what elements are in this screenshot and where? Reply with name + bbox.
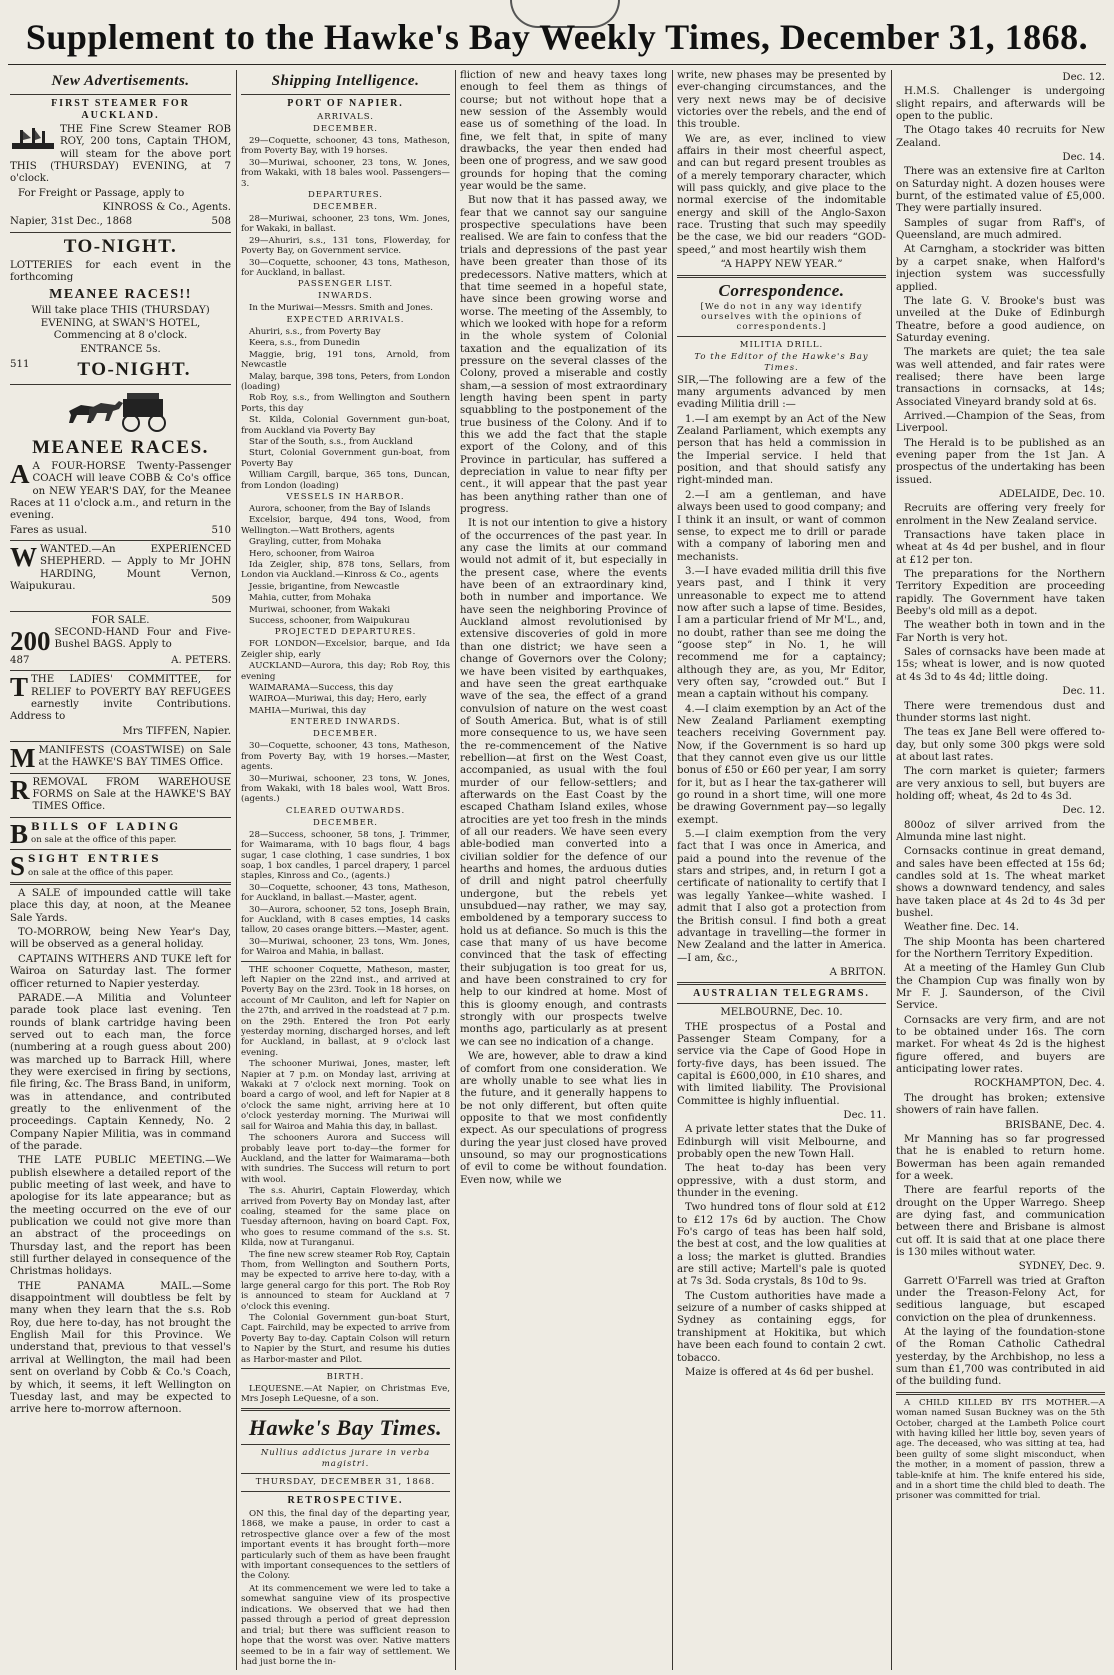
ad-number-large: 200 bbox=[10, 625, 51, 656]
telegram-item: The Custom authorities have made a seizure of a number of casks shipped at Sydney as containing eggs, for transhipment at Hokitika, but which have been each found to contain 2 cwt. tobacco. bbox=[677, 1290, 886, 1364]
column-telegrams bbox=[896, 70, 1105, 1670]
ad-agent: A. PETERS. bbox=[171, 654, 231, 666]
new-year-wish: “A HAPPY NEW YEAR.” bbox=[720, 259, 843, 271]
telegram-item: Recruits are offering very freely for enrolment in the New Zealand service. bbox=[896, 503, 1105, 527]
subsection-heading: INWARDS. bbox=[318, 291, 373, 302]
shipping-entry: Hero, schooner, from Wairoa bbox=[249, 548, 375, 559]
telegram-dateline: BRISBANE, Dec. 4. bbox=[1005, 1119, 1105, 1131]
column-divider bbox=[236, 70, 237, 1670]
telegram-item: The Herald is to be published as an evening paper from the 1st Jan. A prospectus of the undertaking has been issued. bbox=[896, 437, 1105, 486]
section-heading: Shipping Intelligence. bbox=[271, 73, 420, 89]
ad-headline: MEANEE RACES. bbox=[32, 436, 209, 458]
telegram-item: The late G. V. Brooke's bust was unveiled at the Duke of Edinburgh Theatre, before a good audience, on Saturday evening. bbox=[896, 295, 1105, 344]
shipping-entry: 29—Coquette, schooner, 43 tons, Matheson, from Poverty Bay, with 19 horses. bbox=[241, 136, 450, 157]
telegram-item: Samples of sugar from Raff's, of Queensland, are much admired. bbox=[896, 217, 1105, 242]
telegram-item: THE prospectus of a Postal and Passenger Steam Company, for a service via the Cape of Good Hope in forty-five days, has been issued. The capital is £600,000, in £10 shares, and with limited liability. The Provisional Committee is highly influential. bbox=[677, 1021, 886, 1107]
masthead-rule bbox=[8, 64, 1106, 65]
telegram-dateline: SYDNEY, Dec. 9. bbox=[1018, 1261, 1105, 1273]
ad-text: ENTRANCE 5s. bbox=[80, 344, 161, 356]
ad-number: 509 bbox=[211, 595, 231, 607]
telegram-item: The weather both in town and in the Far North is very hot. bbox=[896, 620, 1105, 644]
article-paragraph: At its commencement we were led to take a somewhat sanguine view of its prospective indications. We observed that we had then passed through a period of great depression and trial; but there was sufficient reason to hope that the worst was over. Native matters seemed to be in a fair way of settlement. We had just borne the in- bbox=[241, 1583, 450, 1667]
letter-paragraph: SIR,—The following are a few of the many arguments advanced by men evading Militia drill :— bbox=[677, 374, 886, 411]
shipping-note: The Colonial Government gun-boat Sturt, Capt. Fairchild, may be expected to arrive from Poverty Bay to-day. Captain Colson will return to Napier by the Sturt, and resume his duties as Harbor-master and Pilot. bbox=[241, 1313, 450, 1365]
column-divider bbox=[672, 70, 673, 1670]
shipping-entry: 30—Muriwai, schooner, 23 tons, W. Jones, from Wakaki, with 18 bales wool, Watt Bros. (agents.) bbox=[241, 773, 450, 805]
telegram-item: There were tremendous dust and thunder storms last night. bbox=[896, 700, 1105, 724]
letter-paragraph: 2.—I am a gentleman, and have always been used to good company; and I think it an insult, or want of common sense, to expect me to drill or parade with a company of laboring men and mechanists. bbox=[677, 489, 886, 563]
shipping-entry: In the Muriwai—Messrs. Smith and Jones. bbox=[249, 303, 433, 314]
shipping-entry: Jessie, brigantine, from Newcastle bbox=[249, 581, 400, 592]
shipping-entry: Grayling, cutter, from Mohaka bbox=[249, 537, 382, 548]
shipping-entry: 29—Ahuriri, s.s., 131 tons, Flowerday, for Poverty Bay, on Government service. bbox=[241, 235, 450, 257]
ad-agent: Mrs TIFFEN, Napier. bbox=[122, 725, 231, 737]
ad-footer bbox=[10, 216, 231, 228]
ad-agent: KINROSS & Co., Agents. bbox=[102, 202, 231, 214]
shipping-entry: Maggie, brig, 191 tons, Arnold, from Newcastle bbox=[241, 349, 450, 371]
ad-text: For Freight or Passage, apply to bbox=[18, 187, 185, 199]
letter-signature: A BRITON. bbox=[829, 966, 886, 978]
section-heading: AUSTRALIAN TELEGRAMS. bbox=[693, 988, 870, 1000]
ad-text: MANIFESTS (COASTWISE) on Sale at the HAWKE'S BAY TIMES Office. bbox=[38, 745, 231, 769]
subsection-heading: EXPECTED ARRIVALS. bbox=[286, 314, 405, 325]
disclaimer: [We do not in any way identify ourselves with the opinions of correspondents.] bbox=[700, 301, 863, 333]
subsection-heading: ARRIVALS. bbox=[317, 112, 374, 122]
column-divider bbox=[891, 70, 892, 1670]
ad-text: LOTTERIES for each event in the forthcoming bbox=[10, 259, 231, 284]
ad-headline: SIGHT ENTRIES bbox=[28, 853, 162, 866]
telegram-list bbox=[896, 86, 1105, 1501]
shipping-entry: WAIMARAMA—Success, this day bbox=[249, 683, 394, 694]
telegram-item: There was an extensive fire at Carlton on Saturday night. A dozen houses were burnt, of the estimated value of £5,000. They were partially insured. bbox=[896, 166, 1105, 215]
column-correspondence bbox=[677, 70, 886, 1670]
ad-text: A FOUR-HORSE Twenty-Passenger COACH will leave COBB & Co's office on NEW YEAR'S DAY, for the Meanee Races at 11 o'clock a.m., and return in the evening. bbox=[10, 460, 231, 522]
subsection-heading: PORT OF NAPIER. bbox=[287, 98, 404, 109]
ad-footer bbox=[10, 655, 231, 667]
telegram-dateline: Dec. 11. bbox=[843, 1109, 886, 1121]
article-paragraph: We are, as ever, inclined to view affairs in their most cheerful aspect, and can but regard present troubles as of a merely temporary character, which will pass quickly, and give place to the normal exercise of the indomitable energy and skill of the Anglo-Saxon race. Trusting that such may speedily be the case, we bid our readers “GOD-speed,” and most heartily wish them bbox=[677, 133, 886, 256]
news-item: A SALE of impounded cattle will take place this day, at noon, at the Meanee Sale Yards. bbox=[10, 888, 231, 924]
ad-number: 510 bbox=[211, 524, 231, 536]
telegram-item: Cornsacks continue in great demand, and sales have been effected at 15s 6d; candles sold at 1s. The wheat market shows a downward tendency, and sales have taken place at 4s 2d to 4s 3d per bushel. bbox=[896, 846, 1105, 919]
shipping-entry: 30—Muriwai, schooner, 23 tons, Wm. Jones, for Wairoa and Mahia, in ballast. bbox=[241, 936, 450, 958]
masthead-title: Supplement to the Hawke's Bay Weekly Times, December 31, 1868. bbox=[25, 17, 1089, 57]
telegram-item: There are fearful reports of the drought on the Upper Warrego. Sheep are dying fast, and communication between there and Brisbane is almost cut off. It is said that at one place there is 130 miles without water. bbox=[896, 1185, 1105, 1258]
telegram-item: Weather fine. Dec. 14. bbox=[904, 922, 1019, 934]
section-heading: New Advertisements. bbox=[51, 73, 190, 89]
shipping-entry: Muriwai, schooner, from Wakaki bbox=[249, 604, 391, 615]
section-heading: Correspondence. bbox=[718, 280, 845, 300]
article-heading: RETROSPECTIVE. bbox=[287, 1494, 404, 1506]
letter-paragraph: 1.—I am exempt by an Act of the New Zealand Parliament, which exempts any person that has held a commission in the Imperial service. I held that position, and that should satisfy any right-minded man. bbox=[677, 413, 886, 487]
shipping-note: The schooner Muriwai, Jones, master, left Napier at 7 p.m. on Monday last, arriving at Wakaki at 7 o'clock next morning. Took on board a cargo of wool, and left for Napier at 8 o'clock the same night, arriving here at 10 o'clock yesterday morning. The Muriwai will sail for Wairoa and Mahia this day, in ballast. bbox=[241, 1059, 450, 1132]
shipping-entry: Sturt, Colonial Government gun-boat, from Poverty Bay bbox=[241, 448, 450, 469]
article-paragraph: But now that it has passed away, we fear that we cannot say our sanguine prospective speculations have been realised. We are fain to confess that the trials and depressions of the past year have been greater than those of its predecessors. Native matters, which at that time seemed in a hopeful state, have since been growing worse and worse. The meeting of the Assembly, to which we looked with hope for a reform in the whole system of Colonial taxation and the equalization of its pressure on the several classes of the Colony, proved a miserable and costly sham,—a session of most extraordinary length having been spent in party squabbling to the postponement of the true business of the Colony. And if to this we add the fact that the staple export of the Colony, and of this Province in particular, has suffered a depreciation in value to near fifty per cent., it will appear that the past year has been anything rather than one of progress. bbox=[460, 195, 667, 516]
shipping-entry: Ahuriri, s.s., from Poverty Bay bbox=[249, 326, 381, 337]
shipping-entry: Keera, s.s., from Dunedin bbox=[249, 338, 360, 349]
ad-date: Napier, 31st Dec., 1868 bbox=[10, 216, 133, 228]
telegram-item: The preparations for the Northern Territory Expedition are proceeding rapidly. The Government have taken Beeby's old mill as a depot. bbox=[896, 569, 1105, 618]
shipping-entry: Ida Zeigler, ship, 878 tons, Sellars, from London via Auckland.—Kinross & Co., agents bbox=[241, 560, 450, 581]
telegram-item: Cornsacks are very firm, and are not to be obtained under 16s. The corn market. For wheat 4s 2d is the highest figure offered, and buyers are anticipating lower rates. bbox=[896, 1014, 1105, 1076]
subsection-heading: VESSELS IN HARBOR. bbox=[286, 491, 405, 502]
shipping-entry: WAIROA—Muriwai, this day; Hero, early bbox=[249, 694, 427, 705]
telegram-item: The Otago takes 40 recruits for New Zealand. bbox=[896, 125, 1105, 149]
subsection-heading: ENTERED INWARDS. bbox=[290, 717, 401, 728]
shipping-entry: Excelsior, barque, 494 tons, Wood, from Wellington.—Watt Brothers, agents bbox=[241, 515, 450, 536]
shipping-note: The fine new screw steamer Rob Roy, Captain Thom, from Wellington and Southern Ports, may be expected to arrive here to-day, with a large general cargo for this port. The Rob Roy is announced to steam for Auckland at 7 o'clock this evening. bbox=[241, 1249, 450, 1312]
subsection-heading: PROJECTED DEPARTURES. bbox=[274, 627, 417, 638]
news-item: PARADE.—A Militia and Volunteer parade took place last evening. Ten rounds of blank cartridge having been served out to each man, the force (numbering at a rough guess about 200) was marched up to Barrack Hill, where they were exercised in firing by sections, file firing, &c. The Brass Band, in uniform, was in attendance, and contributed greatly to the enlivenment of the proceedings. Captain Kennedy, No. 2 Company Napier Militia, was in command of the parade. bbox=[10, 992, 231, 1152]
ad-headline: MEANEE RACES!! bbox=[49, 287, 192, 303]
ad-text: Will take place THIS (THURSDAY) EVENING, at SWAN'S HOTEL, Commencing at 8 o'clock. bbox=[31, 305, 210, 342]
shipping-entry: Rob Roy, s.s., from Wellington and Southern Ports, this day bbox=[241, 393, 450, 414]
ad-text: on sale at the office of this paper. bbox=[28, 867, 174, 878]
telegram-dateline: MELBOURNE, Dec. 10. bbox=[720, 1007, 843, 1019]
shipping-entry: Aurora, schooner, from the Bay of Islands bbox=[249, 503, 431, 514]
telegram-item: Two hundred tons of flour sold at £12 to £12 17s 6d by auction. The Chow Fo's cargo of teas has been half sold, the best at cost, and the low qualities at a loss; the market is glutted. Brandies are still active; Martell's pale is quoted at 7s 3d. Soda crystals, 8s 10d to 9s. bbox=[677, 1202, 886, 1288]
letter-heading: MILITIA DRILL. bbox=[739, 339, 824, 350]
shipping-entry: St. Kilda, Colonial Government gun-boat, from Auckland via Poverty Bay bbox=[241, 415, 450, 436]
shipping-entry: Success, schooner, from Waipukurau bbox=[249, 616, 410, 627]
letter-salutation: To the Editor of the Hawke's Bay Times. bbox=[694, 351, 869, 373]
telegram-item: The heat to-day has been very oppressive, with a dust storm, and thunder in the evening. bbox=[677, 1163, 886, 1200]
steamer-ship-icon bbox=[10, 126, 56, 152]
month-label: DECEMBER. bbox=[313, 124, 378, 134]
shipping-entry: FOR LONDON—Excelsior, barque, and Ida Zeigler ship, early bbox=[241, 639, 450, 660]
subsection-heading: CLEARED OUTWARDS. bbox=[285, 805, 406, 816]
subsection-heading: PASSENGER LIST. bbox=[297, 279, 394, 290]
telegram-dateline: Dec. 12. bbox=[1062, 72, 1105, 83]
month-label: DECEMBER. bbox=[313, 202, 378, 213]
telegram-dateline: Dec. 12. bbox=[1062, 805, 1105, 817]
telegram-item: At Carngham, a stockrider was bitten by a carpet snake, when Halford's injection system was successfully applied. bbox=[896, 244, 1105, 293]
article-paragraph: write, new phases may be presented by ever-changing circumstances, and the very next news may be of decisive victories over the rebels, and the end of this trouble. bbox=[677, 70, 886, 131]
paper-title: Hawke's Bay Times. bbox=[248, 1414, 443, 1440]
paper-motto: Nullius addictus jurare in verba magistri. bbox=[260, 1447, 431, 1469]
letter-paragraph: 3.—I have evaded militia drill this five years past, and I think it very unreasonable to expect me to attend now after such a lapse of time. Besides, I am a particular friend of Mr M'L., and, no doubt, rather than see me doing the “goose step” in No. 1, he will recommend me for a captaincy; although they are, as you, Mr Editor, very often say, “crowded out.” But I mean a captain without his company. bbox=[677, 565, 886, 701]
shipping-entry: 30—Muriwai, schooner, 23 tons, W. Jones, from Wakaki, with 18 bales wool. Passengers—3. bbox=[241, 157, 450, 189]
shipping-entry: Malay, barque, 398 tons, Peters, from London (loading) bbox=[241, 371, 450, 392]
ad-text: THE LADIES' COMMITTEE, for RELIEF to POVERTY BAY REFUGEES earnestly invite Contributions. Address to bbox=[10, 674, 231, 723]
month-label: DECEMBER. bbox=[313, 729, 378, 740]
shipping-note: The schooners Aurora and Success will probably leave port to-day—the former for Auckland, and the latter for Waimarama—both with sundries. The Success will return to port with wool. bbox=[241, 1133, 450, 1185]
shipping-entry: 30—Coquette, schooner, 43 tons, Matheson, from Poverty Bay, with 19 horses.—Master, agents. bbox=[241, 741, 450, 773]
news-item: THE PANAMA MAIL.—Some disappointment will doubtless be felt by many when they learn that the s.s. Rob Roy, due here to-day, has not brought the English Mail for this Province. We understand that, previous to that vessel's arrival at Wellington, the mail had been sent on overland by Cobb & Co.'s Coach, by which, it seems, it left Wellington on Tuesday last, and may be expected to arrive here to-morrow afternoon. bbox=[10, 1280, 231, 1416]
article-paragraph: It is not our intention to give a history of the occurrences of the past year. In any case the limits at our command would not admit of it, but especially in the present case, where the events have been of an extraordinary kind, both in number and importance. We have seen the neighboring Province of Auckland almost revolutionised by extensive discoveries of gold in more than one district; we have seen a change of Governors over the Colony; we have been visited by earthquakes, and have seen the great earthquake wave of the sea, the effect of a grand convulsion of nature on the west coast of South America. But, what is of still more consequence to us, we have seen the re-commencement of the Native rebellion—at first on the West Coast, accompanied, as usual with the foul murder of our fellow-settlers; and afterwards on the East Coast by the escaped Chatham Island exiles, whose atrocities are yet too fresh in the minds of all our readers. We have seen every able-bodied man converted into a civilian soldier for the defence of our hearths and homes, the arduous duties of drill and night patrol cheerfully undergone, but the rebels yet unsubdued—nay rather, we may say, emboldened by a temporary success to hold us at defiance. So much is this the case that many of us have become convinced that the task of effecting their subjugation is too great for us, and have been constrained to cry for help to our kindred at home. Most of this is gloomy enough, and contrasts strongly with our prospects twelve months ago, particularly as at present we can see no indication of a change. bbox=[460, 518, 667, 1048]
shipping-entry: Star of the South, s.s., from Auckland bbox=[249, 436, 414, 447]
telegram-dateline: ROCKHAMPTON, Dec. 4. bbox=[974, 1078, 1105, 1090]
shipping-note: The s.s. Ahuriri, Captain Flowerday, which arrived from Poverty Bay on Monday last, after coaling, steamed for the same place on Tuesday afternoon, having on board Capt. Fox, who goes to resume command of the s.s. St. Kilda, now at Turanganui. bbox=[241, 1186, 450, 1249]
birth-notice: LEQUESNE.—At Napier, on Christmas Eve, Mrs Joseph LeQuesne, of a son. bbox=[241, 1384, 450, 1405]
column-rule bbox=[896, 1392, 1105, 1395]
shipping-entry: 30—Coquette, schooner, 43 tons, Matheson, for Auckland, in ballast. bbox=[241, 257, 450, 279]
shipping-entry: Mahia, cutter, from Mohaka bbox=[249, 593, 372, 604]
ad-headline: TO-NIGHT. bbox=[63, 235, 178, 257]
telegram-item: Maize is offered at 4s 6d per bushel. bbox=[685, 1366, 874, 1378]
telegram-dateline: Dec. 11. bbox=[1062, 686, 1105, 698]
telegram-item: The corn market is quieter; farmers are very anxious to sell, but buyers are holding off; wheat, 4s 2d to 4s 3d. bbox=[896, 766, 1105, 802]
subsection-heading: DEPARTURES. bbox=[307, 190, 383, 201]
shipping-entry: 28—Muriwai, schooner, 23 tons, Wm. Jones, for Wakaki, in ballast. bbox=[241, 214, 450, 235]
ad-footer bbox=[10, 525, 231, 537]
news-item: A CHILD KILLED BY ITS MOTHER.—A woman named Susan Buckney was on the 5th October, charged at the Lambeth Police court with having killed her little boy, seven years of age. The deceased, who was sitting at tea, had been guilty of some slight misconduct, when the mother, in a moment of passion, threw a table-knife at him. The knife entered his side, and in a short time the child bled to death. The prisoner was committed for trial. bbox=[896, 1397, 1105, 1502]
article-paragraph: We are, however, able to draw a kind of comfort from one consideration. We are wholly unable to see what lies in the future, and it generally happens to be not only different, but often quite opposite to that we most confidently expect. As our speculations of progress during the year just closed have proved unsound, so may our prognostications of evil to come be without foundation. Even now, while we bbox=[460, 1051, 667, 1186]
ad-text: WANTED.—An EXPERIENCED SHEPHERD. — Apply to Mr JOHN HARDING, Mount Vernon, Waipukurau. bbox=[10, 543, 231, 592]
article-paragraph: ON this, the final day of the departing year, 1868, we make a pause, in order to cast a retrospective glance over a few of the most important events it has brought forth—more particularly such of them as have been fraught with important consequences to the settlers of the Colony. bbox=[241, 1508, 450, 1582]
month-label: DECEMBER. bbox=[313, 817, 378, 828]
shipping-note: THE schooner Coquette, Matheson, master, left Napier on the 22nd inst., and arrived at Poverty Bay on the 23rd. Took in 18 horses, on account of Mr Cauliton, and left for Napier on the 27th, and arrived in the roadstead at 7 p.m. on the 29th. Entered the Iron Pot early yesterday morning, discharged horses, and left for Auckland, in ballast, at 9 o'clock last evening. bbox=[241, 964, 450, 1058]
telegram-item: H.M.S. Challenger is undergoing slight repairs, and afterwards will be open to the public. bbox=[896, 86, 1105, 123]
telegram-item: The teas ex Jane Bell were offered to-day, but only some 300 pkgs were sold at about last rates. bbox=[896, 727, 1105, 763]
ad-text: on sale at the office of this paper. bbox=[31, 835, 177, 846]
telegram-item: Transactions have taken place in wheat at 4s 4d per bushel, and in flour at £12 per ton. bbox=[896, 530, 1105, 566]
ad-title: FIRST STEAMER FOR AUCKLAND. bbox=[51, 98, 190, 121]
telegram-item: Sales of cornsacks have been made at 15s; wheat is lower, and is now quoted at 4s 3d to 4s 4d; little doing. bbox=[896, 647, 1105, 683]
telegram-item: A private letter states that the Duke of Edinburgh will visit Melbourne, and probably open the new Town Hall. bbox=[677, 1124, 886, 1160]
shipping-entry: 30—Aurora, schooner, 52 tons, Joseph Brain, for Auckland, with 8 cases empties, 14 casks tallow, 20 cases orange bitters.—Master, agent. bbox=[241, 904, 450, 936]
telegram-item: The markets are quiet; the tea sale was well attended, and fair rates were realised; there have been large transactions in cornsacks, at 14s; Associated Vineyard brandy sold at 6s. bbox=[896, 347, 1105, 408]
telegram-item: Mr Manning has so far progressed that he is enabled to return home. Bowerman has been again remanded for a week. bbox=[896, 1133, 1105, 1182]
ad-text: THE Fine Screw Steamer ROB ROY, 200 tons, Captain THOM, will steam for the above port THIS (THURSDAY) EVENING, at 7 o'clock. bbox=[10, 124, 231, 185]
telegram-item: At the laying of the foundation-stone of the Roman Catholic Cathedral yesterday, by the Archbishop, no less a sum than £1,700 was contributed in aid of the building fund. bbox=[896, 1327, 1105, 1388]
ad-text: REMOVAL FROM WAREHOUSE FORMS on Sale at the HAWKE'S BAY TIMES Office. bbox=[32, 776, 231, 813]
article-paragraph: fliction of new and heavy taxes long enough to feel them as things of course; but not without hope that a new session of the Assembly would ease us of something of the load. In fine, we felt that, in spite of many drawbacks, the year then ended had been one of progress, and we saw good grounds for hoping that the coming year would be the same. bbox=[460, 70, 667, 193]
column-advertisements: New Advertisements. FIRST STEAMER FOR AUCKLAND. THE Fine Screw Steamer ROB ROY, 200 tons, Captain THOM, will steam for the above port THIS (THURSDAY) EVENING, at 7 o'clock. For Freight or Passage, apply to KINROSS & Co., Agents. Napier, 31st Dec., 1868 508 TO-NIGHT. LOTTERIES for each event in the forthcoming MEANEE RACES!! Will take place THIS (THURSDAY) EVENING, at SWAN'S HOTEL, Commencing at 8 o'clock. ENTRANCE 5s. 511 TO-NIGHT. MEANEE RACES. A A FOUR-HORSE Twenty-Passenger COACH will leave COBB & Co's office on NEW YEAR'S DAY, for the Meanee Races at 11 o'clock a.m., and return in the evening. Fares as usual. 510 WWANTED.—An EXPERIENCED SHEPHERD. — Apply to Mr JOHN HARDING, Mount Vernon, Waipukurau. 509 FOR SALE. 200 SECOND-HAND Four and Five-Bushel BAGS. Apply to 487 A. PETERS. TTHE LADIES' COMMITTEE, for RELIEF to POVERTY BAY REFUGEES earnestly invite Contributions. Address to Mrs TIFFEN, Napier. MMANIFESTS (COASTWISE) on Sale at the HAWKE'S BAY TIMES Office. RREMOVAL FROM WAREHOUSE FORMS on Sale at the HAWKE'S BAY TIMES Office. BBILLS OF LADING on sale at the office of this paper. SSIGHT ENTRIES on sale at the office of this paper. A SALE of impounded cattle will take place this day, at noon, at the Meanee Sale Yards. TO-MORROW, being New Year's Day, will be observed as a general holiday. CAPTAINS WITHERS AND TUKE left for Wairoa on Saturday last. The former officer returned to Napier yesterday. PARADE.—A Militia and Volunteer parade took place last evening. Ten rounds of blank cartridge having been served out to each man, the force (numbering at a rough guess about 200) was marched up to Barrack Hill, where they were exercised in firing by sections, file firing, &c. The Brass Band, in uniform, was in attendance, and contributed greatly to the enlivenment of the proceedings. Captain Kennedy, No. 2 Company Napier Militia, was in command of the parade. THE LATE PUBLIC MEETING.—We publish elsewhere a detailed report of the public meeting of last week, and have to apologise for its late appearance; but as the meeting occurred on the eve of our publication we could not give more than an abstract of the proceedings on Thursday last, and the report has been still further delayed in consequence of the Christmas holidays. THE PANAMA MAIL.—Some disappointment will doubtless be felt by many when they learn that the s.s. Rob Roy, due here to-day, has not brought the English Mail for this Province. We understand that, previous to that vessel's arrival at Wellington, the mail had been sent on overland by Cobb & Co.'s Coach, by which, it seems, it left Wellington on Tuesday last, and may be expected to arrive here to-morrow afternoon. bbox=[10, 73, 231, 1416]
shipping-entry: MAHIA—Muriwai, this day bbox=[249, 705, 366, 716]
telegram-dateline: ADELAIDE, Dec. 10. bbox=[999, 489, 1105, 500]
ad-text: Fares as usual. bbox=[10, 524, 88, 536]
column-editorial bbox=[460, 70, 667, 1670]
column-shipping bbox=[241, 70, 450, 1670]
horse-coach-icon bbox=[61, 389, 181, 433]
news-item: THE LATE PUBLIC MEETING.—We publish elsewhere a detailed report of the public meeting of last week, and have to apologise for its late appearance; but as the meeting occurred on the eve of our publication we could not give more than an abstract of the proceedings on Thursday last, and the report has been still further delayed in consequence of the Christmas holidays. bbox=[10, 1155, 231, 1278]
column-divider bbox=[455, 70, 456, 1670]
ad-number: 487 bbox=[10, 654, 30, 666]
telegram-item: The drought has broken; extensive showers of rain have fallen. bbox=[896, 1092, 1105, 1117]
telegram-item: The ship Moonta has been chartered for the Northern Territory Expedition. bbox=[896, 936, 1105, 961]
shipping-entry: 30—Coquette, schooner, 43 tons, Matheson, for Auckland, in ballast.—Master, agent. bbox=[241, 882, 450, 904]
telegram-item: At a meeting of the Hamley Gun Club the Champion Cup was finally won by Mr F. J. Saunderson, of the Civil Service. bbox=[896, 963, 1105, 1012]
telegram-item: 800oz of silver arrived from the Almunda mine last night. bbox=[896, 819, 1105, 843]
ad-footer bbox=[10, 359, 231, 381]
telegram-item: Garrett O'Farrell was tried at Grafton under the Treason-Felony Act, for seditious language, but escaped conviction on the plea of drunkenness. bbox=[896, 1275, 1105, 1324]
ad-headline: TO-NIGHT. bbox=[77, 358, 191, 380]
shipping-entry: 28—Success, schooner, 58 tons, J. Trimmer, for Waimarama, with 10 bags flour, 4 bags sugar, 1 case clothing, 1 case sundries, 1 box soap, 1 box candles, 1 parcel drapery, 1 parcel staples, Kinross and Co., (agents.) bbox=[241, 829, 450, 882]
paper-date: THURSDAY, DECEMBER 31, 1868. bbox=[255, 1476, 436, 1487]
ad-number: 508 bbox=[211, 216, 231, 228]
shipping-entry: William Cargill, barque, 365 tons, Duncan, from London (loading) bbox=[241, 470, 450, 491]
telegram-dateline: Dec. 14. bbox=[1062, 152, 1105, 164]
letter-paragraph: 5.—I claim exemption from the very fact that I was once in America, and paid a pound into the revenue of the stars and stripes, and, in return I got a certificate of nationality to certify that I was legally Yankee—white washed. I admit that I also got a protection from the British consul. I find both a great advantage in travelling—the former in New Zealand and the latter in America.—I am, &c., bbox=[677, 829, 886, 964]
subsection-heading: BIRTH. bbox=[326, 1372, 365, 1383]
shipping-entry: AUCKLAND—Aurora, this day; Rob Roy, this evening bbox=[241, 661, 450, 682]
telegram-item: Arrived.—Champion of the Seas, from Liverpool. bbox=[896, 410, 1105, 435]
ad-headline: FOR SALE. bbox=[91, 614, 150, 626]
masthead bbox=[0, 0, 1114, 66]
ad-headline: BILLS OF LADING bbox=[31, 820, 181, 833]
news-item: CAPTAINS WITHERS AND TUKE left for Wairoa on Saturday last. The former officer returned to Napier yesterday. bbox=[10, 953, 231, 990]
news-item: TO-MORROW, being New Year's Day, will be observed as a general holiday. bbox=[10, 927, 231, 951]
ad-text: SECOND-HAND Four and Five-Bushel BAGS. Apply to bbox=[54, 626, 231, 651]
ad-number: 511 bbox=[10, 358, 30, 370]
letter-paragraph: 4.—I claim exemption by an Act of the New Zealand Parliament exempting teachers receiving Government pay. Now, if the Government is so hard up that they cannot even give us our little bonus of £50 or £60 per year, I am sorry for it, but as I hear the tax-gatherer will go round in a short time, will one more be drawing Government pay—so legally exempt. bbox=[677, 703, 886, 826]
